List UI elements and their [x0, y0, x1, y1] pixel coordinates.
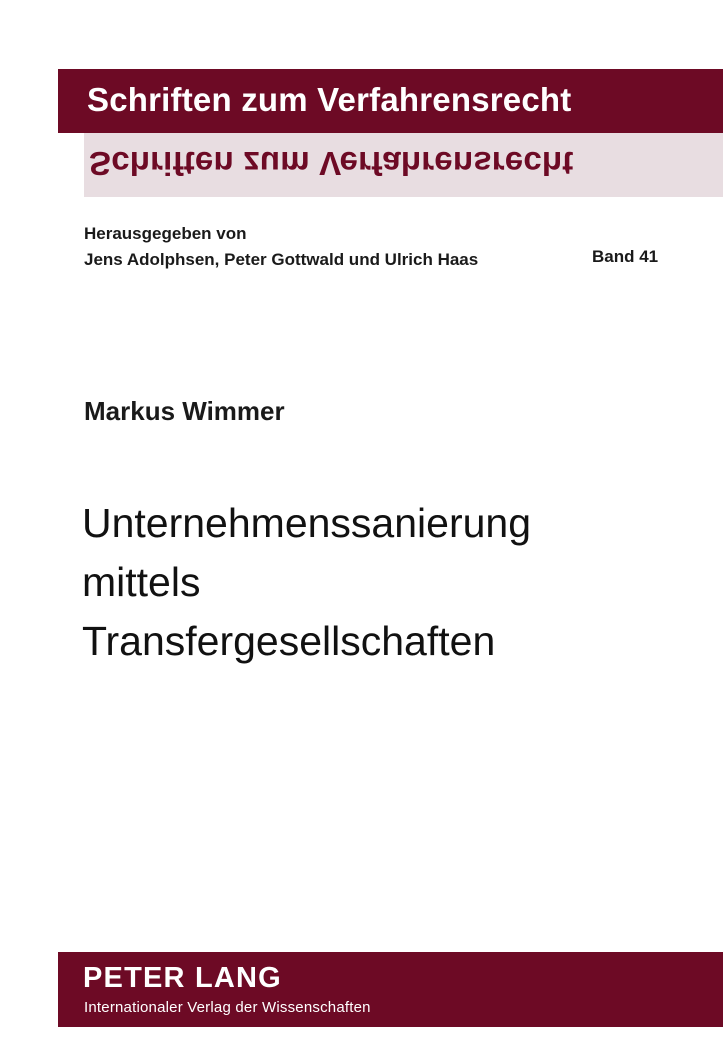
book-title: [82, 494, 692, 671]
series-title-mirrored: Schriften zum Verfahrensrecht: [89, 145, 574, 182]
publisher-band: [58, 952, 723, 1027]
book-title-line-3: Transfergesellschaften: [82, 618, 496, 664]
editors-label: Herausgegeben von: [84, 224, 247, 243]
book-title-line-2: mittels: [82, 559, 201, 605]
page-frame: [11, 11, 712, 1039]
volume-number: Band 41: [592, 247, 659, 266]
series-title-band-mirrored: [84, 133, 723, 197]
series-title: Schriften zum Verfahrensrecht: [87, 81, 572, 118]
author-name: Markus Wimmer: [84, 396, 285, 426]
publisher-subtitle: Internationaler Verlag der Wissenschaften: [84, 999, 371, 1016]
editors-names: Jens Adolphsen, Peter Gottwald und Ulrich Haas: [84, 250, 479, 269]
publisher-name: PETER LANG: [83, 962, 282, 994]
series-title-band: [58, 69, 723, 133]
book-title-line-1: Unternehmenssanierung: [82, 500, 531, 546]
